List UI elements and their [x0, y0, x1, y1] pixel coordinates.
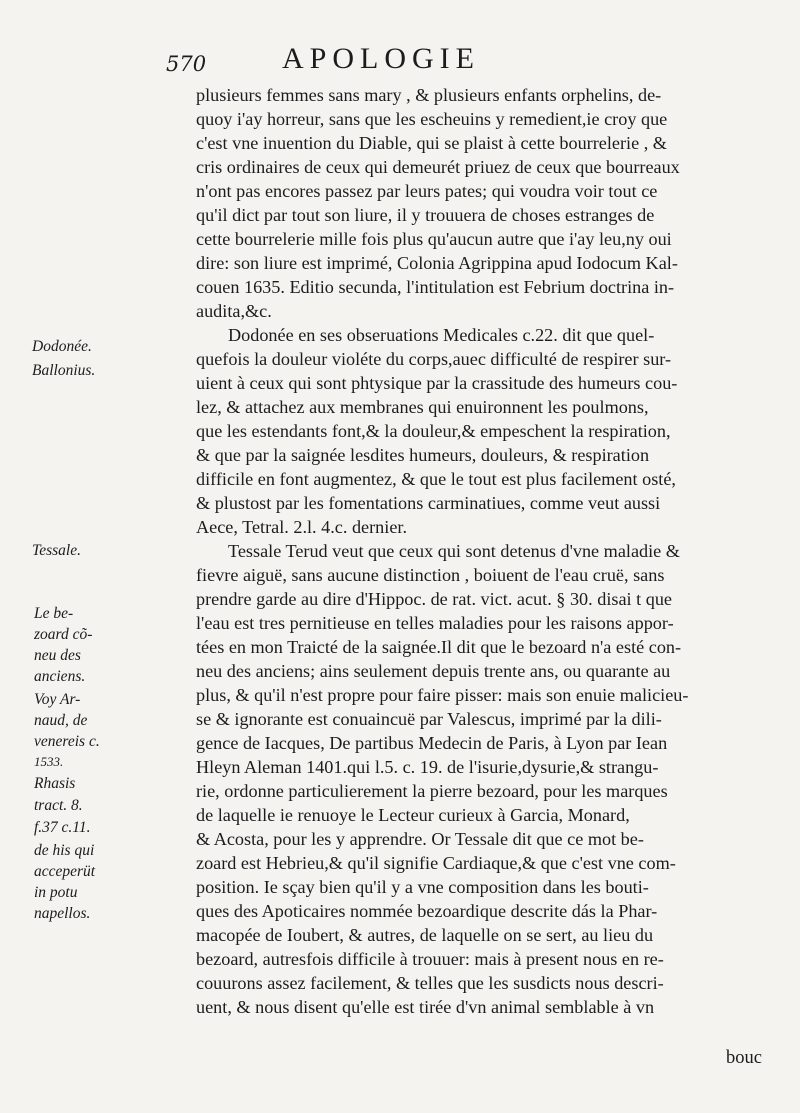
margin-note: neu des	[34, 647, 81, 664]
margin-note: Le be-	[34, 605, 74, 622]
page-number: 570	[166, 52, 207, 76]
text-line: n'ont pas encores passez par leurs pates; qui voudra voir tout ce	[196, 181, 658, 201]
text-line: audita,&c.	[196, 301, 272, 321]
text-line: ques des Apoticaires nommée bezoardique descrite dás la Phar-	[196, 901, 658, 921]
text-line: quefois la douleur violéte du corps,auec difficulté de respirer sur-	[196, 349, 672, 369]
text-line: couurons assez facilement, & telles que les susdicts nous descri-	[196, 973, 664, 993]
text-line: couen 1635. Editio secunda, l'intitulation est Febrium doctrina in-	[196, 277, 675, 297]
text-line: plusieurs femmes sans mary , & plusieurs enfants orphelins, de-	[196, 85, 662, 105]
margin-note: 1533.	[34, 754, 64, 769]
text-line: zoard est Hebrieu,& qu'il signifie Cardiaque,& que c'est vne com-	[196, 853, 676, 873]
text-line: fievre aiguë, sans aucune distinction , boiuent de l'eau cruë, sans	[196, 565, 665, 585]
margin-note: Voy Ar-	[34, 691, 81, 708]
text-line: Hleyn Aleman 1401.qui l.5. c. 19. de l'isurie,dysurie,& strangu-	[196, 757, 659, 777]
text-line: dire: son liure est imprimé, Colonia Agrippina apud Iodocum Kal-	[196, 253, 678, 273]
text-line: que les estendants font,& la douleur,& empeschent la respiration,	[196, 421, 671, 441]
text-line: rie, ordonne particulierement la pierre bezoard, pour les marques	[196, 781, 668, 801]
margin-note: Ballonius.	[32, 362, 96, 379]
text-line: prendre garde au dire d'Hippoc. de rat. vict. acut. § 30. disai t que	[196, 589, 672, 609]
text-line: & plustost par les fomentations carminatiues, comme veut aussi	[196, 493, 661, 513]
margin-note: anciens.	[34, 668, 86, 685]
margin-note: venereis c.	[34, 733, 100, 750]
margin-note: zoard cõ-	[34, 626, 93, 643]
margin-note: Dodonée.	[32, 338, 92, 355]
text-line: uient à ceux qui sont phtysique par la crassitude des humeurs cou-	[196, 373, 678, 393]
text-line: neu des anciens; ains seulement depuis trente ans, ou quarante au	[196, 661, 671, 681]
margin-note: naud, de	[34, 712, 88, 729]
text-line: cette bourrelerie mille fois plus qu'aucun autre que i'ay leu,ny oui	[196, 229, 672, 249]
text-line: plus, & qu'il n'est propre pour faire pisser: mais son enuie malicieu-	[196, 685, 689, 705]
text-line: lez, & attachez aux membranes qui enuironnent les poulmons,	[196, 397, 649, 417]
margin-note: Tessale.	[32, 542, 81, 559]
margin-note: de his qui	[34, 842, 95, 859]
text-line: de laquelle ie renuoye le Lecteur curieux à Garcia, Monard,	[196, 805, 630, 825]
text-line: quoy i'ay horreur, sans que les escheuins y remedient,ie croy que	[196, 109, 668, 129]
text-line: bezoard, autresfois difficile à trouuer: mais à present nous en re-	[196, 949, 664, 969]
text-line: position. Ie sçay bien qu'il y a vne composition dans les bouti-	[196, 877, 649, 897]
margin-note: Rhasis	[34, 775, 76, 792]
page-header	[0, 38, 800, 78]
text-line: c'est vne inuention du Diable, qui se plaist à cette bourrelerie , &	[196, 133, 667, 153]
margin-note: f.37 c.11.	[34, 819, 91, 836]
text-line: l'eau est tres pernitieuse en telles maladies pour les raisons appor-	[196, 613, 674, 633]
text-line: Aece, Tetral. 2.l. 4.c. dernier.	[196, 517, 407, 537]
text-line: Tessale Terud veut que ceux qui sont detenus d'vne maladie &	[228, 541, 680, 561]
text-line: & Acosta, pour les y apprendre. Or Tessale dit que ce mot be-	[196, 829, 644, 849]
text-line: tées en mon Traicté de la saignée.Il dit que le bezoard n'a esté con-	[196, 637, 682, 657]
text-line: se & ignorante est conuaincuë par Valescus, imprimé par la dili-	[196, 709, 662, 729]
text-line: cris ordinaires de ceux qui demeurét priuez de ceux que bourreaux	[196, 157, 680, 177]
text-line: difficile en font augmentez, & que le tout est plus facilement osté,	[196, 469, 676, 489]
margin-note: napellos.	[34, 905, 91, 922]
catchword: bouc	[726, 1048, 762, 1068]
running-title: APOLOGIE	[282, 42, 480, 75]
text-line: qu'il dict par tout son liure, il y trouuera de choses estranges de	[196, 205, 655, 225]
margin-note: in potu	[34, 884, 78, 901]
text-line: gence de Iacques, De partibus Medecin de Paris, à Lyon par Iean	[196, 733, 668, 753]
margin-note: acceperüt	[34, 863, 96, 880]
text-line: Dodonée en ses obseruations Medicales c.22. dit que quel-	[228, 325, 655, 345]
text-line: macopée de Ioubert, & autres, de laquelle on se sert, au lieu du	[196, 925, 654, 945]
text-line: & que par la saignée lesdites humeurs, douleurs, & respiration	[196, 445, 650, 465]
margin-note: tract. 8.	[34, 797, 83, 814]
text-line: uent, & nous disent qu'elle est tirée d'vn animal semblable à vn	[196, 997, 655, 1017]
